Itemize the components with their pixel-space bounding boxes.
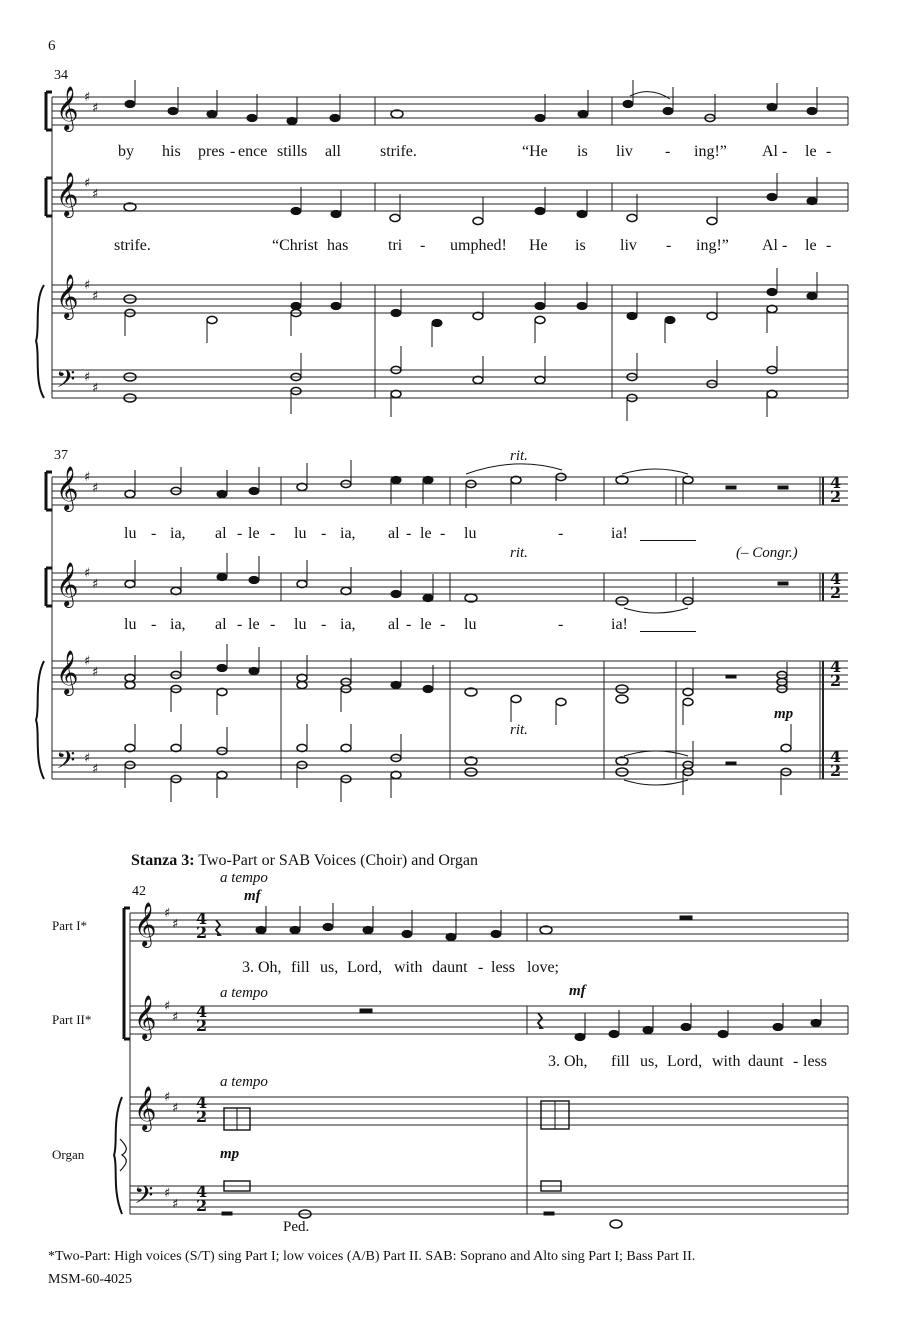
lyric-syllable: - (665, 143, 671, 160)
lyric-syllable: 3. Oh, (242, 959, 282, 976)
svg-text:2: 2 (830, 583, 842, 602)
svg-text:4: 4 (830, 569, 842, 588)
lyric-syllable: umphed! (450, 237, 507, 254)
lyric-syllable: - (270, 616, 276, 633)
lyric-syllable: - (151, 525, 157, 542)
dynamic-mp: mp (220, 1146, 240, 1162)
stanza-heading (131, 852, 478, 870)
lyric-syllable: - (230, 143, 236, 160)
catalog-number: MSM-60-4025 (48, 1272, 133, 1287)
lyric-syllable: - (666, 237, 672, 254)
lyric-syllable: has (327, 237, 349, 254)
lyric-syllable: ia, (170, 525, 186, 542)
part1-label: Part I* (52, 918, 88, 933)
lyric-syllable: - (826, 237, 832, 254)
svg-text:♯: ♯ (172, 1010, 179, 1025)
svg-text:2: 2 (830, 487, 842, 506)
svg-text:♯: ♯ (164, 906, 171, 921)
lyric-syllable: - (270, 525, 276, 542)
lyric-syllable: us, (320, 959, 339, 976)
lyric-syllable: ing!” (696, 237, 729, 254)
staff-lines-s3-organ-bass (130, 1186, 848, 1214)
lyric-syllable: pres (198, 143, 225, 160)
lyric-syllable: 3. Oh, (548, 1053, 588, 1070)
dynamic-mf: mf (244, 888, 261, 904)
svg-text:4: 4 (196, 1093, 208, 1112)
lyric-syllable: with (712, 1053, 741, 1070)
lyric-syllable: ia, (340, 616, 356, 633)
lyric-syllable: is (575, 237, 586, 254)
lyric-syllable: ia! (611, 525, 628, 542)
svg-text:♯: ♯ (84, 278, 91, 293)
pedal-marking: Ped. (283, 1219, 310, 1235)
tempo-marking: a tempo (220, 870, 268, 886)
svg-text:4: 4 (196, 909, 208, 928)
organ-label: Organ (52, 1147, 85, 1162)
lyric-syllable: - (420, 237, 426, 254)
lyric-syllable: - (406, 525, 412, 542)
lyric-syllable: - (237, 616, 243, 633)
svg-text:♯: ♯ (172, 917, 179, 932)
staff-lines-s1-organ-bass (52, 370, 848, 398)
lyric-syllable: strife. (114, 237, 151, 254)
svg-text:♯: ♯ (92, 665, 99, 680)
dynamic-mp: mp (774, 706, 794, 722)
svg-text:2: 2 (196, 1107, 208, 1126)
lyric-syllable: liv (620, 237, 637, 254)
lyric-syllable: le (805, 237, 817, 254)
svg-text:𝄢: 𝄢 (56, 746, 76, 781)
svg-text:2: 2 (196, 923, 208, 942)
ritardando-marking: rit. (510, 722, 528, 738)
lyric-syllable: his (162, 143, 181, 160)
ritardando-marking: rit. (510, 448, 528, 464)
lyric-syllable: lu (464, 616, 477, 633)
lyric-syllable: - (826, 143, 832, 160)
svg-text:♯: ♯ (172, 1101, 179, 1116)
staff-lines-s3-part1 (130, 913, 848, 941)
svg-text:4: 4 (196, 1182, 208, 1201)
tempo-marking: a tempo (220, 1074, 268, 1090)
lyric-syllable: with (394, 959, 423, 976)
svg-text:♯: ♯ (172, 1197, 179, 1212)
svg-text:♯: ♯ (84, 90, 91, 105)
stanza-heading-bold: Stanza 3: (131, 852, 195, 869)
lyric-syllable: le (420, 525, 432, 542)
dynamic-mf: mf (569, 983, 586, 999)
svg-text:♯: ♯ (92, 577, 99, 592)
lyric-syllable: He (529, 237, 548, 254)
svg-text:♯: ♯ (84, 470, 91, 485)
lyric-syllable: ence (238, 143, 268, 160)
lyric-syllable: - (558, 525, 564, 542)
measure-number-42: 42 (132, 884, 146, 899)
lyric-syllable: “He (522, 143, 548, 160)
lyric-syllable: lu (124, 616, 137, 633)
melisma-line (640, 631, 696, 632)
svg-text:𝄞: 𝄞 (134, 902, 157, 946)
svg-text:𝄢: 𝄢 (134, 1181, 154, 1216)
measure-number-37: 37 (54, 448, 68, 463)
lyric-syllable: al (388, 616, 400, 633)
lyric-syllable: - (321, 525, 327, 542)
svg-text:♯: ♯ (92, 187, 99, 202)
staff-lines-s1-organ-treble (52, 285, 848, 313)
lyric-syllable: all (325, 143, 341, 160)
lyric-syllable: us, (640, 1053, 659, 1070)
svg-text:♯: ♯ (84, 176, 91, 191)
footnote: *Two-Part: High voices (S/T) sing Part I; low voices (A/B) Part II. SAB: Soprano and Alto sing Part I; Bass Part II. (48, 1249, 696, 1264)
lyric-syllable: “Christ (272, 237, 319, 254)
svg-text:2: 2 (196, 1016, 208, 1035)
page-number: 6 (48, 38, 56, 54)
svg-text:2: 2 (830, 761, 842, 780)
lyric-syllable: Lord, (347, 959, 383, 976)
svg-text:𝄞: 𝄞 (56, 562, 79, 606)
lyric-syllable: - (782, 237, 788, 254)
lyric-syllable: ia, (340, 525, 356, 542)
measure-number-34: 34 (54, 68, 68, 83)
lyric-syllable: le (248, 525, 260, 542)
lyric-syllable: love; (527, 959, 559, 976)
lyric-syllable: daunt (748, 1053, 784, 1070)
key-signatures (84, 90, 178, 1212)
svg-text:♯: ♯ (164, 999, 171, 1014)
svg-text:♯: ♯ (92, 762, 99, 777)
svg-text:𝄞: 𝄞 (56, 172, 79, 216)
clefs (56, 86, 156, 1216)
lyric-syllable: - (478, 959, 484, 976)
lyric-syllable: - (440, 616, 446, 633)
lyric-syllable: liv (616, 143, 633, 160)
lyric-syllable: is (577, 143, 588, 160)
lyric-syllable: fill (291, 959, 310, 976)
lyric-syllable: - (558, 616, 564, 633)
lyric-syllable: ia, (170, 616, 186, 633)
lyric-syllable: Al (762, 237, 778, 254)
lyric-syllable: by (118, 143, 134, 160)
lyric-syllable: al (215, 525, 227, 542)
staff-lines-s3-part2 (130, 1006, 848, 1034)
svg-text:♯: ♯ (164, 1090, 171, 1105)
svg-text:♯: ♯ (92, 289, 99, 304)
svg-text:♯: ♯ (164, 1186, 171, 1201)
melisma-line (640, 540, 696, 541)
lyric-syllable: - (440, 525, 446, 542)
svg-text:♯: ♯ (84, 370, 91, 385)
staff-lines-s1-part2 (52, 183, 848, 211)
svg-text:4: 4 (196, 1002, 208, 1021)
svg-text:♯: ♯ (84, 566, 91, 581)
lyric-syllable: ing!” (694, 143, 727, 160)
lyric-syllable: ia! (611, 616, 628, 633)
part2-label: Part II* (52, 1012, 92, 1027)
lyric-syllable: lu (464, 525, 477, 542)
svg-text:𝄞: 𝄞 (56, 466, 79, 510)
lyric-syllable: al (215, 616, 227, 633)
lyric-syllable: Lord, (667, 1053, 703, 1070)
lyric-syllable: Al (762, 143, 778, 160)
svg-text:2: 2 (830, 671, 842, 690)
lyric-syllable: daunt (432, 959, 468, 976)
svg-text:4: 4 (830, 657, 842, 676)
lyric-syllable: - (406, 616, 412, 633)
lyric-syllable: le (420, 616, 432, 633)
lyric-syllable: lu (294, 616, 307, 633)
svg-text:𝄞: 𝄞 (134, 1086, 157, 1130)
congregation-marking: (– Congr.) (736, 545, 798, 561)
svg-text:♯: ♯ (92, 381, 99, 396)
svg-text:♯: ♯ (92, 481, 99, 496)
lyric-syllable: le (805, 143, 817, 160)
svg-text:𝄞: 𝄞 (56, 274, 79, 318)
lyric-syllable: - (237, 525, 243, 542)
lyric-syllable: - (321, 616, 327, 633)
lyric-syllable: al (388, 525, 400, 542)
lyric-syllable: fill (611, 1053, 630, 1070)
svg-text:2: 2 (196, 1196, 208, 1215)
lyric-syllable: - (782, 143, 788, 160)
stanza-heading-text: Two-Part or SAB Voices (Choir) and Organ (198, 852, 479, 869)
lyric-syllable: lu (294, 525, 307, 542)
svg-text:4: 4 (830, 473, 842, 492)
svg-text:♯: ♯ (92, 101, 99, 116)
tempo-marking: a tempo (220, 985, 268, 1001)
lyric-syllable: - (151, 616, 157, 633)
svg-text:♯: ♯ (84, 751, 91, 766)
svg-text:𝄞: 𝄞 (56, 650, 79, 694)
staff-lines-s3-organ-treble (130, 1097, 848, 1125)
svg-text:4: 4 (830, 747, 842, 766)
lyric-syllable: less (491, 959, 515, 976)
system-brackets (36, 92, 130, 1214)
lyric-syllable: strife. (380, 143, 417, 160)
lyric-syllable: le (248, 616, 260, 633)
svg-text:𝄞: 𝄞 (134, 995, 157, 1039)
lyric-syllable: less (803, 1053, 827, 1070)
lyric-syllable: stills (277, 143, 308, 160)
svg-text:𝄞: 𝄞 (56, 86, 79, 130)
lyric-syllable: lu (124, 525, 137, 542)
svg-text:𝄢: 𝄢 (56, 365, 76, 400)
ritardando-marking: rit. (510, 545, 528, 561)
svg-text:♯: ♯ (84, 654, 91, 669)
lyric-syllable: - (793, 1053, 799, 1070)
lyric-syllable: tri (388, 237, 403, 254)
